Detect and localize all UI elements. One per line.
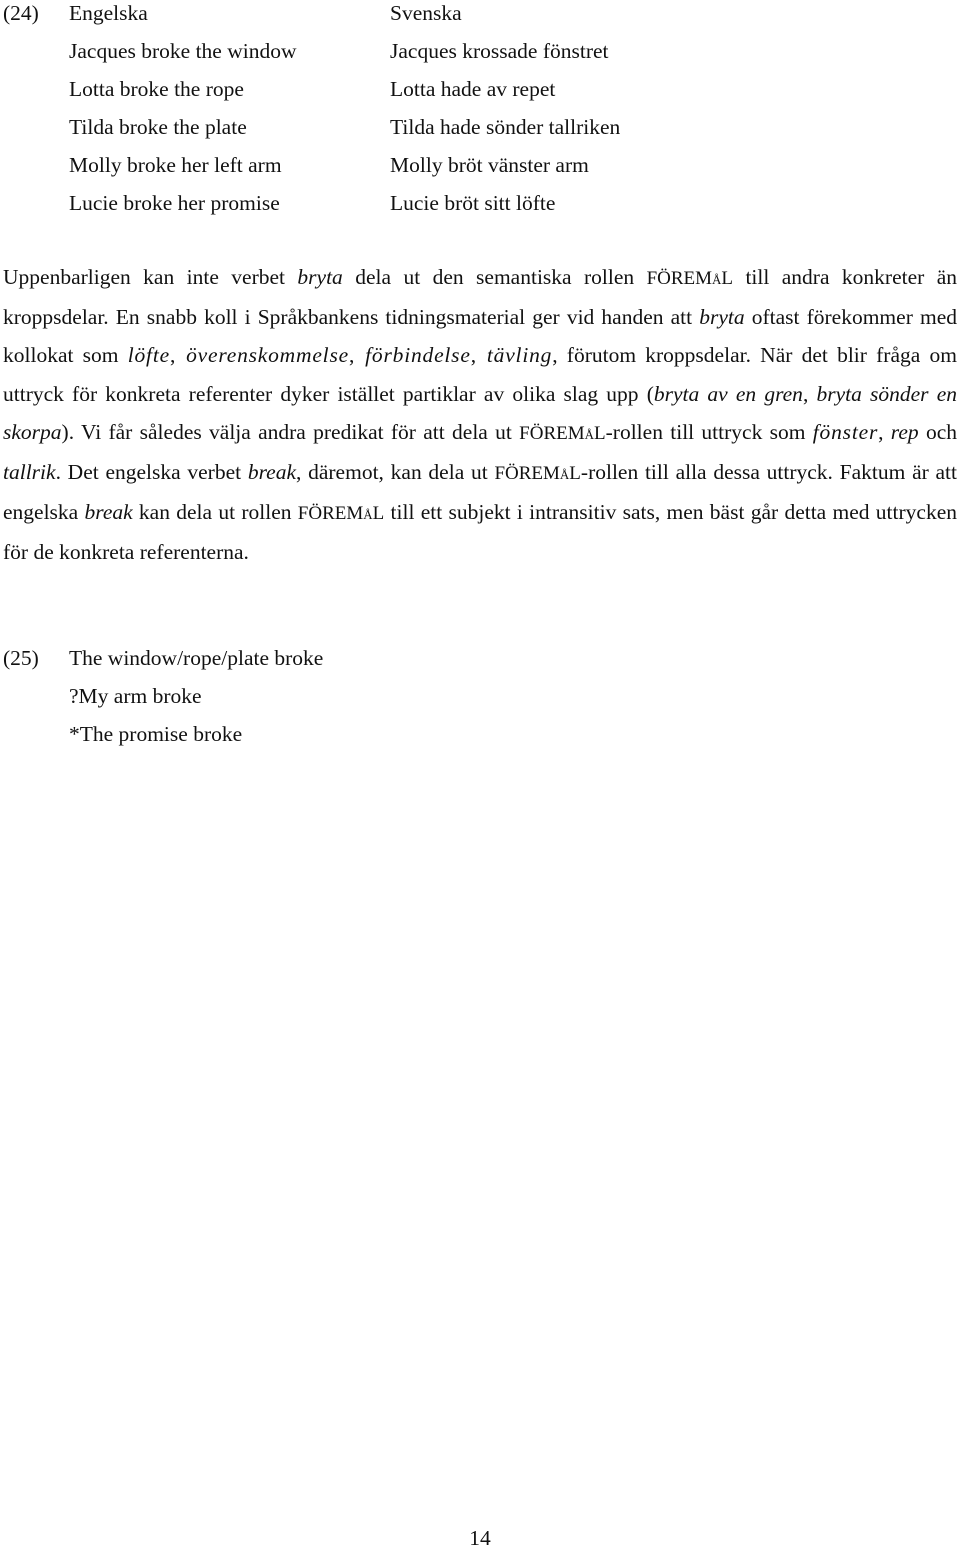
italic-term: bryta: [297, 265, 343, 289]
text-run: ,: [878, 419, 891, 444]
semantic-role: FÖREMåL: [494, 463, 581, 485]
semantic-role: FÖREMåL: [646, 268, 734, 289]
column-header-swedish: Svenska: [390, 1, 462, 25]
body-paragraph: [3, 258, 957, 572]
italic-example: bryta sönder en skorpa: [3, 381, 958, 444]
italic-verb: break: [84, 500, 133, 525]
semantic-role: FÖREMåL: [297, 503, 385, 525]
italic-term: bryta: [699, 305, 745, 330]
example-25: [3, 639, 953, 759]
text-run: . Det engelska verbet: [55, 460, 248, 485]
swedish-sentence: Lucie bröt sitt löfte: [390, 191, 556, 215]
italic-example: bryta av en gren: [653, 381, 803, 406]
example-number: (24): [3, 1, 39, 25]
english-sentence: Jacques broke the window: [69, 39, 297, 63]
example-sentence: ?My arm broke: [69, 684, 202, 708]
text-run: -rollen till alla dessa uttryck. Faktum är att engelska: [3, 460, 957, 525]
text-run: kan dela ut rollen: [132, 500, 298, 525]
example-24: [3, 0, 953, 224]
text-run: och: [918, 419, 957, 444]
italic-word: fönster: [812, 419, 879, 444]
example-sentence: The window/rope/plate broke: [69, 646, 324, 670]
text-run: ,: [470, 343, 487, 368]
semantic-role: FÖREMåL: [519, 422, 606, 444]
text-run: ,: [348, 343, 366, 368]
collocate: överenskommelse: [186, 343, 349, 368]
english-sentence: Lucie broke her promise: [69, 191, 280, 215]
text-run: ,: [802, 381, 817, 406]
swedish-sentence: Jacques krossade fönstret: [390, 39, 609, 63]
swedish-sentence: Lotta hade av repet: [390, 77, 556, 101]
italic-word: rep: [890, 419, 919, 444]
text-run: oftast förekommer med kollokat som: [3, 305, 957, 368]
text-run: dela ut den semantiska rollen: [342, 265, 647, 289]
english-sentence: Tilda broke the plate: [69, 115, 247, 139]
text-run: -rollen till uttryck som: [605, 419, 813, 444]
column-header-english: Engelska: [69, 1, 148, 25]
page-number: 14: [469, 1526, 491, 1550]
text-run: till ett subjekt i intransitiv sats, men bäst går detta med uttrycken för de konkreta referenterna.: [3, 500, 957, 565]
text-run: , däremot, kan dela ut: [296, 460, 495, 485]
italic-word: tallrik: [3, 460, 56, 485]
swedish-sentence: Molly bröt vänster arm: [390, 153, 589, 177]
example-sentence: *The promise broke: [69, 722, 243, 746]
collocate: tävling: [486, 343, 553, 368]
swedish-sentence: Tilda hade sönder tallriken: [390, 115, 621, 139]
text-run: , förutom kroppsdelar. När det blir fråga om uttryck för konkreta referenter dyker istället partiklar av olika slag upp (: [3, 343, 957, 406]
english-sentence: Lotta broke the rope: [69, 77, 244, 101]
text-run: ,: [169, 343, 187, 368]
english-sentence: Molly broke her left arm: [69, 153, 282, 177]
collocate: löfte: [127, 343, 170, 368]
example-number: (25): [3, 646, 39, 670]
text-run: till andra konkreter än kroppsdelar. En snabb koll i Språkbankens tidningsmaterial ger vid handen att: [3, 265, 957, 330]
italic-verb: break: [247, 460, 296, 485]
text-run: ). Vi får således välja andra predikat för att dela ut: [61, 419, 520, 444]
text-run: Uppenbarligen kan inte verbet: [3, 265, 298, 289]
collocate: förbindelse: [365, 343, 471, 368]
